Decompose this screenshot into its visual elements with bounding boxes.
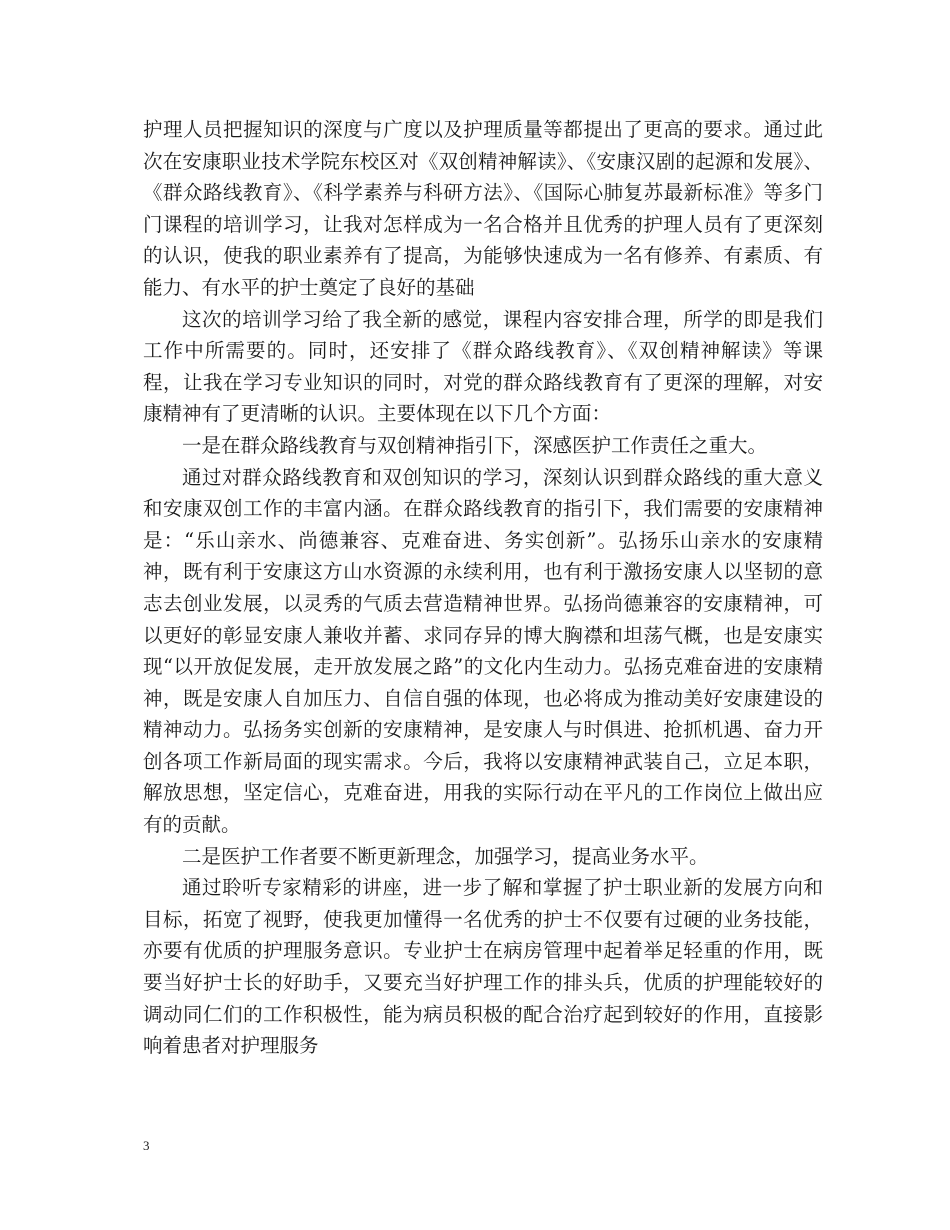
paragraph-point-two-heading: 二是医护工作者要不断更新理念，加强学习，提高业务水平。 xyxy=(182,844,709,868)
paragraph-point-one-heading: 一是在群众路线教育与双创精神指引下，深感医护工作责任之重大。 xyxy=(182,433,768,457)
paragraph-training-feeling: 这次的培训学习给了我全新的感觉，课程内容安排合理，所学的即是我们工作中所需要的。同时，还安排了《群众路线教育》、《双创精神解读》等课程，让我在学习专业知识的同时，对党的群众路线教育有了更深的理解，对安康精神有了更清晰的认识。主要体现在以下几个方面： xyxy=(143,307,823,426)
document-body xyxy=(143,114,823,1062)
paragraph-expert-lecture: 通过聆听专家精彩的讲座，进一步了解和掌握了护士职业新的发展方向和目标，拓宽了视野，使我更加懂得一名优秀的护士不仅要有过硬的业务技能，亦要有优质的护理服务意识。专业护士在病房管理中起着举足轻重的作用，既要当好护士长的好助手，又要充当好护理工作的排头兵，优质的护理能较好的调动同仁们的工作积极性，能为病员积极的配合治疗起到较好的作用，直接影响着患者对护理服务 xyxy=(143,876,823,1058)
page-number: 3 xyxy=(143,1138,150,1153)
paragraph-intro: 护理人员把握知识的深度与广度以及护理质量等都提出了更高的要求。通过此次在安康职业技术学院东校区对《双创精神解读》、《安康汉剧的起源和发展》、《群众路线教育》、《科学素养与科研方法》、《国际心肺复苏最新标准》等多门门课程的培训学习，让我对怎样成为一名合格并且优秀的护理人员有了更深刻的认识，使我的职业素养有了提高，为能够快速成为一名有修养、有素质、有能力、有水平的护士奠定了良好的基础 xyxy=(143,118,823,299)
paragraph-ankang-spirit: 通过对群众路线教育和双创知识的学习，深刻认识到群众路线的重大意义和安康双创工作的丰富内涵。在群众路线教育的指引下，我们需要的安康精神是：“乐山亲水、尚德兼容、克难奋进、务实创新”。弘扬乐山亲水的安康精神，既有利于安康这方山水资源的永续利用，也有利于激扬安康人以坚韧的意志去创业发展，以灵秀的气质去营造精神世界。弘扬尚德兼容的安康精神，可以更好的彰显安康人兼收并蓄、求同存异的博大胸襟和坦荡气概，也是安康实现“以开放促发展，走开放发展之路”的文化内生动力。弘扬克难奋进的安康精神，既是安康人自加压力、自信自强的体现，也必将成为推动美好安康建设的精神动力。弘扬务实创新的安康精神，是安康人与时俱进、抢抓机遇、奋力开创各项工作新局面的现实需求。今后，我将以安康精神武装自己，立足本职，解放思想，坚定信心，克难奋进，用我的实际行动在平凡的工作岗位上做出应有的贡献。 xyxy=(143,465,823,837)
